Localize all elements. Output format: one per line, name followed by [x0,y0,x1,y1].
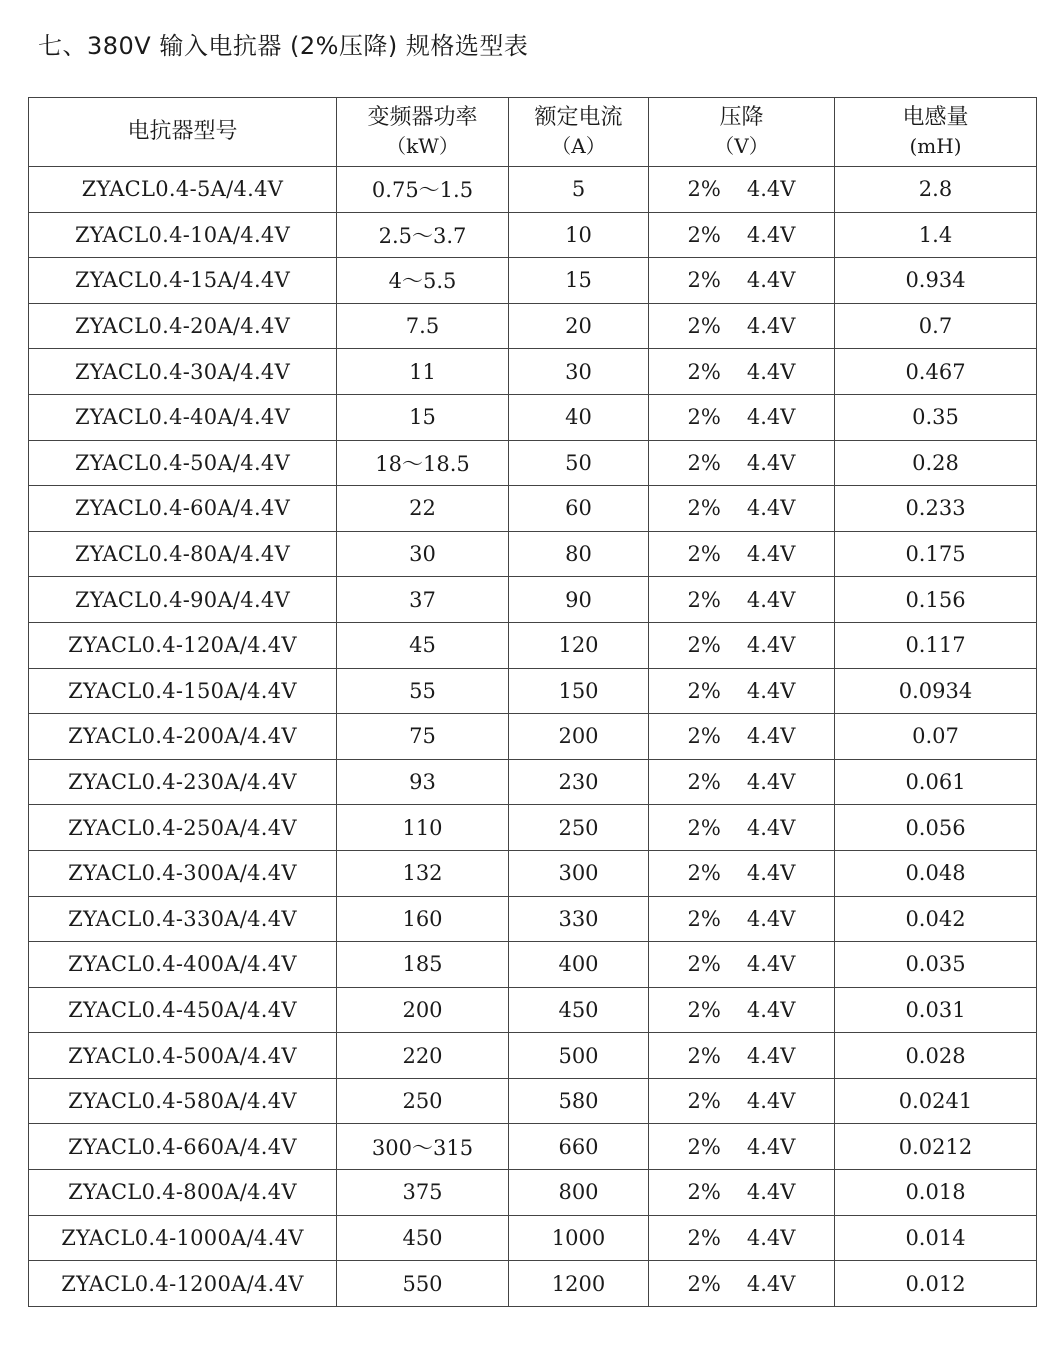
drop-volts: 4.4V [746,906,796,931]
model-cell: ZYACL0.4-40A/4.4V [29,394,337,440]
power-cell: 11 [337,349,509,395]
header-voltage-drop [649,98,835,167]
inductance-cell: 0.035 [835,942,1037,988]
power-cell: 450 [337,1215,509,1261]
current-cell: 40 [509,394,649,440]
drop-percent: 2% [687,952,721,977]
inductance-cell: 0.117 [835,622,1037,668]
current-cell: 10 [509,212,649,258]
drop-volts: 4.4V [746,678,796,703]
drop-volts: 4.4V [746,952,796,977]
inductance-cell: 0.018 [835,1170,1037,1216]
model-cell: ZYACL0.4-580A/4.4V [29,1078,337,1124]
drop-volts: 4.4V [746,496,796,521]
table-row [29,668,1037,714]
power-cell: 55 [337,668,509,714]
drop-percent: 2% [687,359,721,384]
inductance-cell: 0.175 [835,531,1037,577]
power-cell: 45 [337,622,509,668]
drop-volts: 4.4V [746,1271,796,1296]
voltage-drop-cell [649,486,835,532]
drop-percent: 2% [687,405,721,430]
power-cell: 375 [337,1170,509,1216]
power-cell: 250 [337,1078,509,1124]
drop-percent: 2% [687,1225,721,1250]
drop-percent: 2% [687,861,721,886]
voltage-drop-cell [649,167,835,213]
current-cell: 90 [509,577,649,623]
current-cell: 330 [509,896,649,942]
current-cell: 30 [509,349,649,395]
table-row [29,167,1037,213]
current-cell: 1000 [509,1215,649,1261]
header-inductance-unit: (mH) [909,134,962,158]
current-cell: 50 [509,440,649,486]
drop-percent: 2% [687,815,721,840]
voltage-drop-cell [649,531,835,577]
inductance-cell: 0.0934 [835,668,1037,714]
voltage-drop-cell [649,850,835,896]
inductance-cell: 0.467 [835,349,1037,395]
drop-percent: 2% [687,1043,721,1068]
model-cell: ZYACL0.4-15A/4.4V [29,258,337,304]
header-model [29,98,337,167]
voltage-drop-cell [649,1170,835,1216]
drop-volts: 4.4V [746,405,796,430]
power-cell: 160 [337,896,509,942]
drop-volts: 4.4V [746,450,796,475]
drop-percent: 2% [687,1180,721,1205]
current-cell: 20 [509,303,649,349]
model-cell: ZYACL0.4-80A/4.4V [29,531,337,577]
table-row [29,1261,1037,1307]
table-row [29,759,1037,805]
table-row [29,1170,1037,1216]
model-cell: ZYACL0.4-50A/4.4V [29,440,337,486]
power-cell: 220 [337,1033,509,1079]
drop-percent: 2% [687,1089,721,1114]
model-cell: ZYACL0.4-400A/4.4V [29,942,337,988]
model-cell: ZYACL0.4-800A/4.4V [29,1170,337,1216]
table-row [29,1078,1037,1124]
power-cell: 550 [337,1261,509,1307]
current-cell: 580 [509,1078,649,1124]
drop-volts: 4.4V [746,1225,796,1250]
table-row [29,212,1037,258]
inductance-cell: 0.048 [835,850,1037,896]
voltage-drop-cell [649,1033,835,1079]
voltage-drop-cell [649,303,835,349]
inductance-cell: 0.042 [835,896,1037,942]
model-cell: ZYACL0.4-250A/4.4V [29,805,337,851]
drop-percent: 2% [687,997,721,1022]
table-header-row [29,98,1037,167]
voltage-drop-cell [649,987,835,1033]
inductance-cell: 0.233 [835,486,1037,532]
model-cell: ZYACL0.4-660A/4.4V [29,1124,337,1170]
header-power-label: 变频器功率 [367,105,478,130]
model-cell: ZYACL0.4-1200A/4.4V [29,1261,337,1307]
model-cell: ZYACL0.4-10A/4.4V [29,212,337,258]
table-row [29,394,1037,440]
current-cell: 1200 [509,1261,649,1307]
voltage-drop-cell [649,1215,835,1261]
voltage-drop-cell [649,714,835,760]
model-cell: ZYACL0.4-500A/4.4V [29,1033,337,1079]
table-row [29,1215,1037,1261]
table-row [29,577,1037,623]
power-cell: 7.5 [337,303,509,349]
table-row [29,349,1037,395]
current-cell: 660 [509,1124,649,1170]
model-cell: ZYACL0.4-330A/4.4V [29,896,337,942]
drop-volts: 4.4V [746,222,796,247]
current-cell: 300 [509,850,649,896]
table-row [29,1033,1037,1079]
inductance-cell: 0.014 [835,1215,1037,1261]
power-cell: 30 [337,531,509,577]
model-cell: ZYACL0.4-20A/4.4V [29,303,337,349]
drop-volts: 4.4V [746,268,796,293]
drop-volts: 4.4V [746,1180,796,1205]
inductance-cell: 0.156 [835,577,1037,623]
drop-percent: 2% [687,724,721,749]
drop-percent: 2% [687,633,721,658]
drop-volts: 4.4V [746,770,796,795]
voltage-drop-cell [649,805,835,851]
voltage-drop-cell [649,1124,835,1170]
voltage-drop-cell [649,212,835,258]
voltage-drop-cell [649,440,835,486]
power-cell: 110 [337,805,509,851]
inductance-cell: 0.28 [835,440,1037,486]
model-cell: ZYACL0.4-150A/4.4V [29,668,337,714]
model-cell: ZYACL0.4-450A/4.4V [29,987,337,1033]
drop-volts: 4.4V [746,542,796,567]
power-cell: 132 [337,850,509,896]
current-cell: 450 [509,987,649,1033]
voltage-drop-cell [649,258,835,304]
reactor-spec-table [28,97,1037,1307]
drop-volts: 4.4V [746,177,796,202]
table-row [29,531,1037,577]
voltage-drop-cell [649,1078,835,1124]
drop-percent: 2% [687,314,721,339]
voltage-drop-cell [649,622,835,668]
voltage-drop-cell [649,1261,835,1307]
inductance-cell: 0.07 [835,714,1037,760]
model-cell: ZYACL0.4-200A/4.4V [29,714,337,760]
model-cell: ZYACL0.4-120A/4.4V [29,622,337,668]
table-row [29,805,1037,851]
drop-percent: 2% [687,770,721,795]
drop-volts: 4.4V [746,815,796,840]
current-cell: 800 [509,1170,649,1216]
inductance-cell: 0.934 [835,258,1037,304]
current-cell: 200 [509,714,649,760]
drop-percent: 2% [687,678,721,703]
table-row [29,850,1037,896]
current-cell: 15 [509,258,649,304]
drop-volts: 4.4V [746,359,796,384]
power-cell: 93 [337,759,509,805]
table-row [29,942,1037,988]
table-row [29,486,1037,532]
drop-percent: 2% [687,906,721,931]
power-cell: 300～315 [337,1124,509,1170]
drop-volts: 4.4V [746,997,796,1022]
table-row [29,258,1037,304]
power-cell: 18～18.5 [337,440,509,486]
power-cell: 200 [337,987,509,1033]
model-cell: ZYACL0.4-90A/4.4V [29,577,337,623]
drop-percent: 2% [687,450,721,475]
drop-volts: 4.4V [746,1134,796,1159]
current-cell: 120 [509,622,649,668]
drop-volts: 4.4V [746,1043,796,1068]
current-cell: 230 [509,759,649,805]
inductance-cell: 2.8 [835,167,1037,213]
table-row [29,987,1037,1033]
voltage-drop-cell [649,896,835,942]
drop-volts: 4.4V [746,587,796,612]
table-row [29,1124,1037,1170]
inductance-cell: 0.012 [835,1261,1037,1307]
model-cell: ZYACL0.4-300A/4.4V [29,850,337,896]
table-row [29,303,1037,349]
page-title: 七、380V 输入电抗器 (2%压降) 规格选型表 [38,32,529,60]
drop-percent: 2% [687,222,721,247]
drop-percent: 2% [687,1134,721,1159]
current-cell: 400 [509,942,649,988]
drop-volts: 4.4V [746,314,796,339]
current-cell: 500 [509,1033,649,1079]
drop-percent: 2% [687,496,721,521]
voltage-drop-cell [649,759,835,805]
inductance-cell: 1.4 [835,212,1037,258]
voltage-drop-cell [649,394,835,440]
header-current [509,98,649,167]
current-cell: 60 [509,486,649,532]
voltage-drop-cell [649,668,835,714]
header-current-unit: （A） [551,134,606,158]
current-cell: 80 [509,531,649,577]
drop-volts: 4.4V [746,1089,796,1114]
table-row [29,440,1037,486]
power-cell: 75 [337,714,509,760]
model-cell: ZYACL0.4-230A/4.4V [29,759,337,805]
inductance-cell: 0.0212 [835,1124,1037,1170]
table-row [29,896,1037,942]
header-voltage-drop-label: 压降 [719,105,764,130]
power-cell: 2.5～3.7 [337,212,509,258]
current-cell: 250 [509,805,649,851]
power-cell: 15 [337,394,509,440]
table-row [29,714,1037,760]
drop-percent: 2% [687,542,721,567]
table-body [29,167,1037,1307]
drop-volts: 4.4V [746,724,796,749]
drop-volts: 4.4V [746,861,796,886]
header-model-label: 电抗器型号 [127,119,238,144]
model-cell: ZYACL0.4-1000A/4.4V [29,1215,337,1261]
drop-percent: 2% [687,177,721,202]
inductance-cell: 0.031 [835,987,1037,1033]
header-power [337,98,509,167]
current-cell: 150 [509,668,649,714]
current-cell: 5 [509,167,649,213]
power-cell: 4～5.5 [337,258,509,304]
power-cell: 37 [337,577,509,623]
model-cell: ZYACL0.4-60A/4.4V [29,486,337,532]
inductance-cell: 0.0241 [835,1078,1037,1124]
power-cell: 22 [337,486,509,532]
inductance-cell: 0.7 [835,303,1037,349]
drop-percent: 2% [687,268,721,293]
header-voltage-drop-unit: （V） [714,134,769,158]
power-cell: 0.75～1.5 [337,167,509,213]
table-row [29,622,1037,668]
header-power-unit: （kW） [386,134,459,158]
header-current-label: 额定电流 [534,105,623,130]
inductance-cell: 0.35 [835,394,1037,440]
drop-percent: 2% [687,587,721,612]
drop-volts: 4.4V [746,633,796,658]
header-inductance-label: 电感量 [902,105,969,130]
inductance-cell: 0.061 [835,759,1037,805]
voltage-drop-cell [649,942,835,988]
model-cell: ZYACL0.4-30A/4.4V [29,349,337,395]
header-inductance [835,98,1037,167]
inductance-cell: 0.028 [835,1033,1037,1079]
drop-percent: 2% [687,1271,721,1296]
voltage-drop-cell [649,577,835,623]
inductance-cell: 0.056 [835,805,1037,851]
power-cell: 185 [337,942,509,988]
model-cell: ZYACL0.4-5A/4.4V [29,167,337,213]
voltage-drop-cell [649,349,835,395]
